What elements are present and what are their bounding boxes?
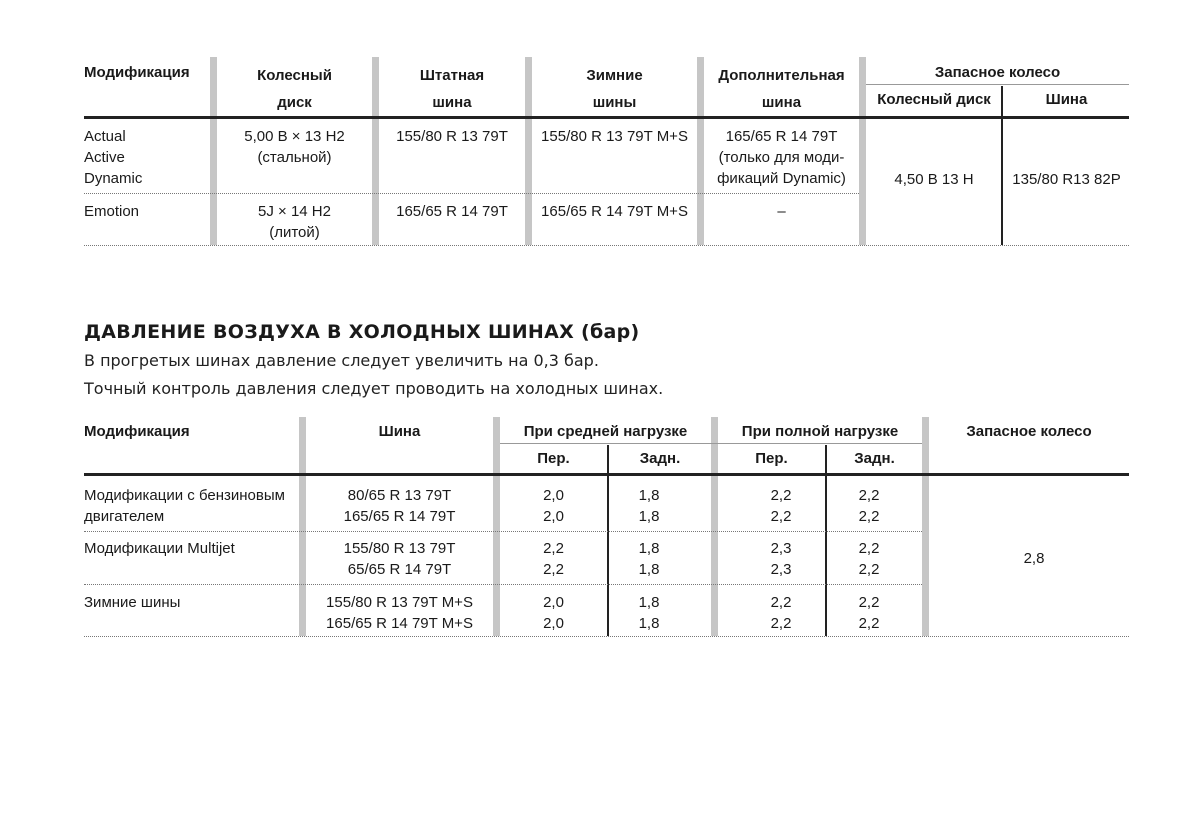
spare-header-rule — [866, 84, 1129, 85]
row1-full-front: 2,2 2,2 — [770, 487, 792, 525]
row1-tire: 80/65 R 13 79T 165/65 R 14 79T — [343, 487, 456, 525]
row3-medium-rear: 1,8 1,8 — [638, 594, 660, 632]
header-full-rear: Задн. — [854, 450, 895, 467]
row2-modification: Модификации Multijet — [84, 540, 235, 557]
header-modification: Модификация — [84, 423, 190, 440]
section-title: ДАВЛЕНИЕ ВОЗДУХА В ХОЛОДНЫХ ШИНАХ (бар) — [84, 321, 640, 343]
row1-medium-rear: 1,8 1,8 — [638, 487, 660, 525]
column-separator — [859, 57, 866, 245]
header-medium-load: При средней нагрузке — [523, 423, 688, 440]
column-separator — [372, 57, 379, 245]
row1-full-rear: 2,2 2,2 — [858, 487, 880, 525]
warm-tires-note: В прогретых шинах давление следует увеличить на 0,3 бар. — [84, 351, 599, 370]
column-separator — [697, 57, 704, 245]
column-separator — [922, 417, 929, 636]
header-spare-wheel: Запасное колесо — [966, 423, 1092, 440]
row1-modification: Actual Active Dynamic — [84, 128, 143, 187]
header-spare-wheel: Запасное колесо — [934, 64, 1061, 81]
row3-full-front: 2,2 2,2 — [770, 594, 792, 632]
cold-tires-note: Точный контроль давления следует проводить на холодных шинах. — [84, 379, 664, 398]
header-wheel-disk: Колесный диск — [257, 67, 332, 111]
row-divider — [84, 531, 922, 532]
header-standard-tire: Штатная шина — [419, 67, 485, 111]
header-spare-disk: Колесный диск — [877, 91, 991, 108]
header-medium-front: Пер. — [537, 450, 570, 467]
header-winter-tires: Зимние шины — [586, 67, 643, 111]
load-header-rule — [500, 443, 922, 444]
header-spare-tire: Шина — [1045, 91, 1088, 108]
header-medium-rear: Задн. — [639, 450, 681, 467]
column-separator — [299, 417, 306, 636]
row2-full-front: 2,3 2,3 — [770, 540, 792, 578]
row1-modification: Модификации с бензиновым двигателем — [84, 487, 285, 525]
row1-winter-tire: 155/80 R 13 79T M+S — [541, 128, 688, 145]
header-full-load: При полной нагрузке — [741, 423, 899, 440]
column-separator — [525, 57, 532, 245]
spare-disk-value: 4,50 B 13 H — [894, 171, 974, 188]
row2-medium-front: 2,2 2,2 — [543, 540, 564, 578]
row2-extra-tire: – — [777, 203, 786, 220]
row3-modification: Зимние шины — [84, 594, 181, 611]
row1-extra-tire: 165/65 R 14 79T (только для моди- фикаций Dynamic) — [717, 128, 846, 187]
column-separator — [711, 417, 718, 636]
row2-medium-rear: 1,8 1,8 — [638, 540, 660, 578]
row1-standard-tire: 155/80 R 13 79T — [396, 128, 508, 145]
spare-pressure-value: 2,8 — [1023, 550, 1045, 567]
row3-medium-front: 2,0 2,0 — [543, 594, 564, 632]
row3-full-rear: 2,2 2,2 — [858, 594, 880, 632]
row2-tire: 155/80 R 13 79T 65/65 R 14 79T — [343, 540, 456, 578]
header-full-front: Пер. — [755, 450, 788, 467]
row-divider — [84, 584, 922, 585]
row3-tire: 155/80 R 13 79T M+S 165/65 R 14 79T M+S — [326, 594, 473, 632]
row1-disk: 5,00 B × 13 H2 (стальной) — [244, 128, 345, 166]
row2-full-rear: 2,2 2,2 — [858, 540, 880, 578]
row2-standard-tire: 165/65 R 14 79T — [396, 203, 508, 220]
column-separator — [493, 417, 500, 636]
header-extra-tire: Дополнительная шина — [718, 67, 845, 111]
row2-winter-tire: 165/65 R 14 79T M+S — [541, 203, 688, 220]
table-bottom-rule — [84, 636, 1129, 637]
row2-modification: Emotion — [84, 203, 140, 220]
spare-tire-value: 135/80 R13 82P — [1012, 171, 1121, 188]
row2-disk: 5J × 14 H2 (литой) — [258, 203, 331, 241]
header-tire: Шина — [378, 423, 421, 440]
table-bottom-rule — [84, 245, 1129, 246]
spare-divider — [1001, 86, 1003, 245]
row1-medium-front: 2,0 2,0 — [543, 487, 564, 525]
header-rule — [84, 116, 1129, 119]
header-modification: Модификация — [84, 64, 190, 81]
row-divider — [84, 193, 859, 194]
column-separator — [210, 57, 217, 245]
